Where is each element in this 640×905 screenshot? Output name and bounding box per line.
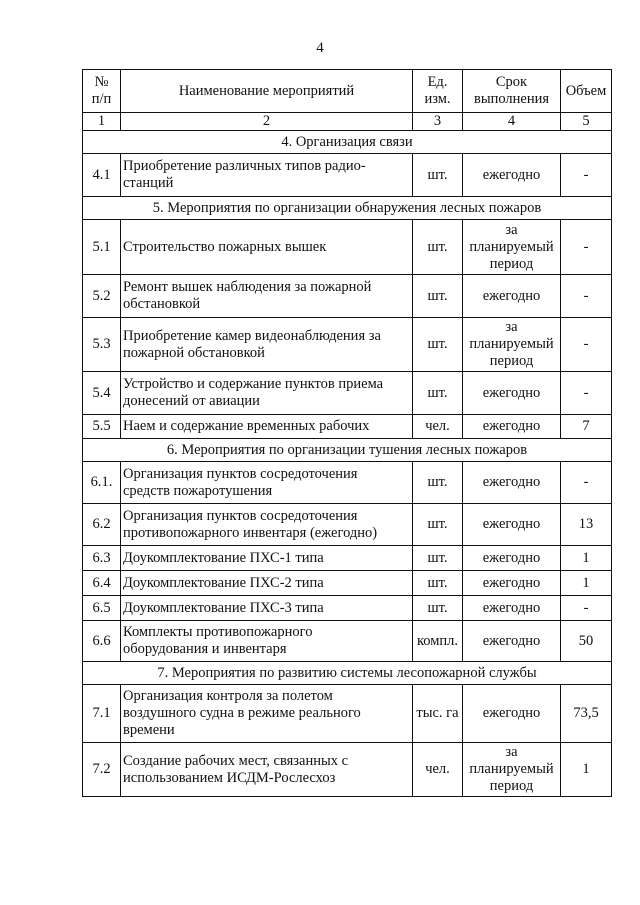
header-unit: Ед. изм. xyxy=(413,70,463,113)
row-number: 6.2 xyxy=(83,504,121,546)
row-name: Организация контроля за полетом воздушного судна в режиме реального времени xyxy=(121,685,413,743)
row-volume: - xyxy=(561,318,612,372)
row-term: ежегодно xyxy=(463,154,561,197)
section-title: 7. Мероприятия по развитию системы лесопожарной службы xyxy=(83,662,612,685)
row-name: Организация пунктов сосредоточения средств пожаротушения xyxy=(121,462,413,504)
row-name: Устройство и содержание пунктов приема донесений от авиации xyxy=(121,372,413,415)
column-index: 1 xyxy=(83,113,121,131)
row-name: Наем и содержание временных рабочих xyxy=(121,415,413,439)
row-unit: шт. xyxy=(413,220,463,275)
row-volume: 13 xyxy=(561,504,612,546)
row-number: 6.4 xyxy=(83,571,121,596)
row-name: Приобретение различных типов радио- станций xyxy=(121,154,413,197)
row-term: за планируемый период xyxy=(463,220,561,275)
row-number: 7.1 xyxy=(83,685,121,743)
row-term: ежегодно xyxy=(463,415,561,439)
section-row xyxy=(83,197,612,220)
table-row xyxy=(83,318,612,372)
row-term: ежегодно xyxy=(463,571,561,596)
row-number: 4.1 xyxy=(83,154,121,197)
row-name: Доукомплектование ПХС-1 типа xyxy=(121,546,413,571)
row-unit: шт. xyxy=(413,372,463,415)
table-row xyxy=(83,462,612,504)
header-name: Наименование мероприятий xyxy=(121,70,413,113)
row-unit: чел. xyxy=(413,415,463,439)
column-index-row xyxy=(83,113,612,131)
row-unit: чел. xyxy=(413,743,463,797)
row-volume: 7 xyxy=(561,415,612,439)
row-name: Доукомплектование ПХС-2 типа xyxy=(121,571,413,596)
header-volume: Объем xyxy=(561,70,612,113)
header-term: Срок выполнения xyxy=(463,70,561,113)
row-name: Доукомплектование ПХС-3 типа xyxy=(121,596,413,621)
row-name: Приобретение камер видеонаблюдения за пожарной обстановкой xyxy=(121,318,413,372)
row-volume: - xyxy=(561,275,612,318)
row-unit: шт. xyxy=(413,504,463,546)
row-volume: - xyxy=(561,154,612,197)
row-volume: 73,5 xyxy=(561,685,612,743)
header-row xyxy=(83,70,612,113)
page-number: 4 xyxy=(316,40,324,56)
row-volume: 1 xyxy=(561,571,612,596)
section-row xyxy=(83,662,612,685)
row-volume: - xyxy=(561,596,612,621)
table-row xyxy=(83,546,612,571)
row-term: ежегодно xyxy=(463,504,561,546)
row-term: ежегодно xyxy=(463,685,561,743)
row-volume: 50 xyxy=(561,621,612,662)
measures-table xyxy=(82,69,612,797)
table-row xyxy=(83,415,612,439)
column-index: 4 xyxy=(463,113,561,131)
section-row xyxy=(83,439,612,462)
row-unit: компл. xyxy=(413,621,463,662)
row-unit: шт. xyxy=(413,546,463,571)
row-unit: шт. xyxy=(413,571,463,596)
row-unit: шт. xyxy=(413,596,463,621)
table-row xyxy=(83,571,612,596)
column-index: 2 xyxy=(121,113,413,131)
section-title: 5. Мероприятия по организации обнаружения лесных пожаров xyxy=(83,197,612,220)
row-number: 6.1. xyxy=(83,462,121,504)
row-term: ежегодно xyxy=(463,546,561,571)
table-row xyxy=(83,372,612,415)
row-number: 5.3 xyxy=(83,318,121,372)
row-term: ежегодно xyxy=(463,275,561,318)
table-body xyxy=(83,70,612,797)
row-number: 6.5 xyxy=(83,596,121,621)
row-number: 6.3 xyxy=(83,546,121,571)
row-unit: тыс. га xyxy=(413,685,463,743)
row-number: 5.2 xyxy=(83,275,121,318)
section-title: 4. Организация связи xyxy=(83,131,612,154)
row-unit: шт. xyxy=(413,318,463,372)
table-row xyxy=(83,504,612,546)
table-row xyxy=(83,743,612,797)
table-row xyxy=(83,685,612,743)
row-term: ежегодно xyxy=(463,372,561,415)
row-name: Создание рабочих мест, связанных с использованием ИСДМ-Рослесхоз xyxy=(121,743,413,797)
row-term: за планируемый период xyxy=(463,318,561,372)
row-unit: шт. xyxy=(413,275,463,318)
row-name: Ремонт вышек наблюдения за пожарной обстановкой xyxy=(121,275,413,318)
header-num: № п/п xyxy=(83,70,121,113)
row-number: 5.5 xyxy=(83,415,121,439)
row-name: Организация пунктов сосредоточения противопожарного инвентаря (ежегодно) xyxy=(121,504,413,546)
row-name: Строительство пожарных вышек xyxy=(121,220,413,275)
row-volume: 1 xyxy=(561,743,612,797)
row-number: 6.6 xyxy=(83,621,121,662)
row-volume: - xyxy=(561,372,612,415)
table-row xyxy=(83,621,612,662)
row-unit: шт. xyxy=(413,462,463,504)
row-term: ежегодно xyxy=(463,462,561,504)
table-row xyxy=(83,275,612,318)
table-row xyxy=(83,596,612,621)
row-number: 5.1 xyxy=(83,220,121,275)
row-volume: - xyxy=(561,462,612,504)
row-term: за планируемый период xyxy=(463,743,561,797)
row-volume: 1 xyxy=(561,546,612,571)
row-name: Комплекты противопожарного оборудования и инвентаря xyxy=(121,621,413,662)
row-number: 5.4 xyxy=(83,372,121,415)
section-title: 6. Мероприятия по организации тушения лесных пожаров xyxy=(83,439,612,462)
table-row xyxy=(83,154,612,197)
row-volume: - xyxy=(561,220,612,275)
row-term: ежегодно xyxy=(463,621,561,662)
table-row xyxy=(83,220,612,275)
row-number: 7.2 xyxy=(83,743,121,797)
row-term: ежегодно xyxy=(463,596,561,621)
row-unit: шт. xyxy=(413,154,463,197)
column-index: 3 xyxy=(413,113,463,131)
section-row xyxy=(83,131,612,154)
column-index: 5 xyxy=(561,113,612,131)
